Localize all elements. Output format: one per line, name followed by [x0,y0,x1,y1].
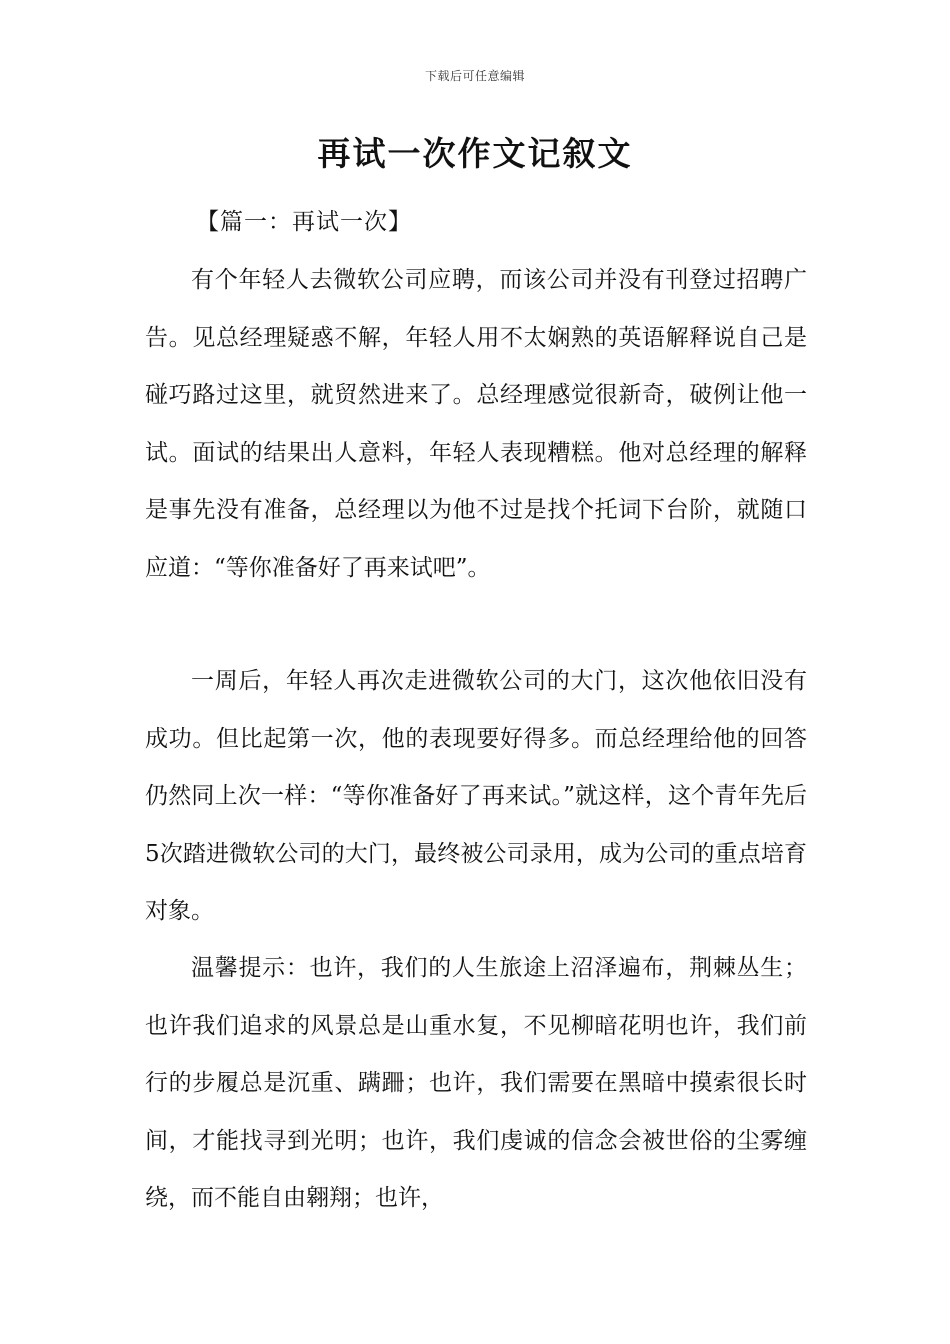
header-note: 下载后可任意编辑 [424,69,525,83]
paragraph-3: 温馨提示：也许，我们的人生旅途上沼泽遍布，荆棘丛生；也许我们追求的风景总是山重水复，不见柳暗花明也许，我们前行的步履总是沉重、蹒跚；也许，我们需要在黑暗中摸索很长时间，才能找寻到光明；也许，我们虔诚的信念会被世俗的尘雾缠绕，而不能自由翱翔；也许， [145,955,807,1211]
body-text-3 [145,940,807,1228]
body-text [145,252,807,597]
body-text-2 [145,653,807,941]
paragraph-1: 有个年轻人去微软公司应聘，而该公司并没有刊登过招聘广告。见总经理疑惑不解，年轻人用不太娴熟的英语解释说自己是碰巧路过这里，就贸然进来了。总经理感觉很新奇，破例让他一试。面试的结果出人意料，年轻人表现糟糕。他对总经理的解释是事先没有准备，总经理以为他不过是找个托词下台阶，就随口应道：“等你准备好了再来试吧”。 [145,267,807,581]
section-heading: 【篇一：再试一次】 [196,209,412,235]
document-title: 再试一次作文记叙文 [317,134,633,173]
paragraph-2: 一周后，年轻人再次走进微软公司的大门，这次他依旧没有成功。但比起第一次，他的表现要好得多。而总经理给他的回答仍然同上次一样：“等你准备好了再来试。”就这样，这个青年先后5次踏进微软公司的大门，最终被公司录用，成为公司的重点培育对象。 [145,668,807,924]
